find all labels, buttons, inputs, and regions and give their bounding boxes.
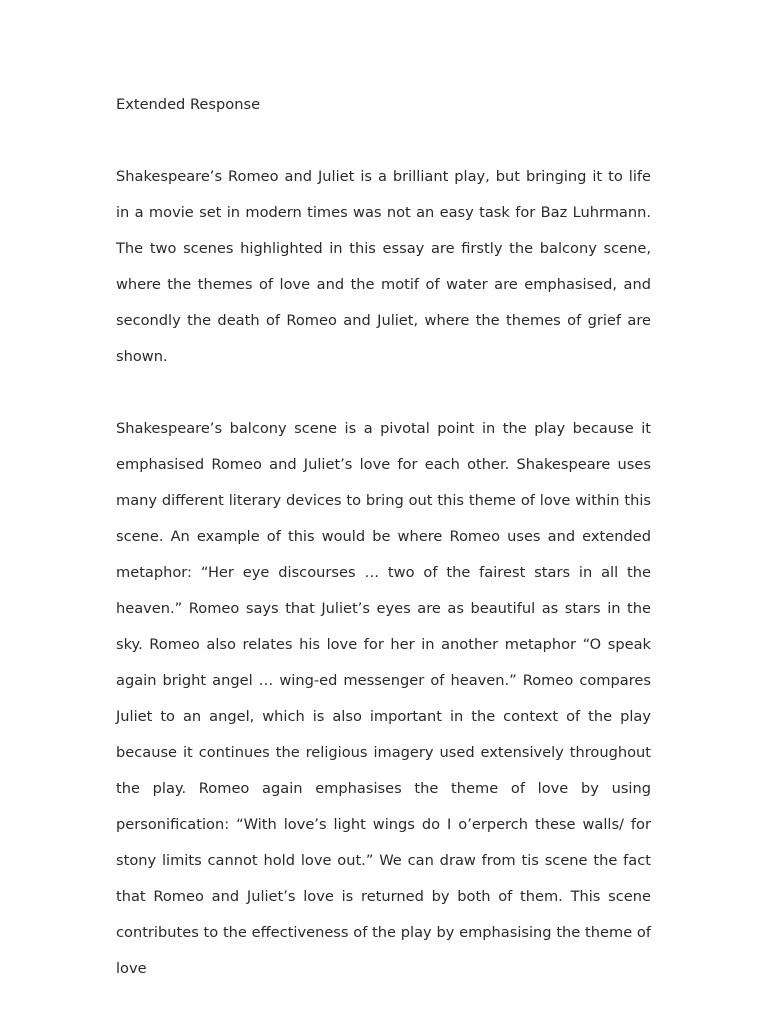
document-body [116, 87, 651, 987]
paragraph-balcony-scene: Shakespeare’s balcony scene is a pivotal point in the play because it emphasised Romeo and Juliet’s love for each other. Shakespeare uses many different literary devices to bring out this theme of love within this scene. An example of this would be where Romeo uses and extended metaphor: “Her eye discourses … two of the fairest stars in all the heaven.” Romeo says that Juliet’s eyes are as beautiful as stars in the sky. Romeo also relates his love for her in another metaphor “O speak again bright angel … wing-ed messenger of heaven.” Romeo compares Juliet to an angel, which is also important in the context of the play because it continues the religious imagery used extensively throughout the play. Romeo again emphasises the theme of love by using personification: “With love’s light wings do I o’erperch these walls/ for stony limits cannot hold love out.” We can draw from tis scene the fact that Romeo and Juliet’s love is returned by both of them. This scene contributes to the effectiveness of the play by emphasising the theme of love [116, 420, 651, 977]
document-title: Extended Response [116, 96, 261, 113]
paragraph-introduction: Shakespeare’s Romeo and Juliet is a brilliant play, but bringing it to life in a movie set in modern times was not an easy task for Baz Luhrmann. The two scenes highlighted in this essay are firstly the balcony scene, where the themes of love and the motif of water are emphasised, and secondly the death of Romeo and Juliet, where the themes of grief are shown. [116, 168, 651, 365]
